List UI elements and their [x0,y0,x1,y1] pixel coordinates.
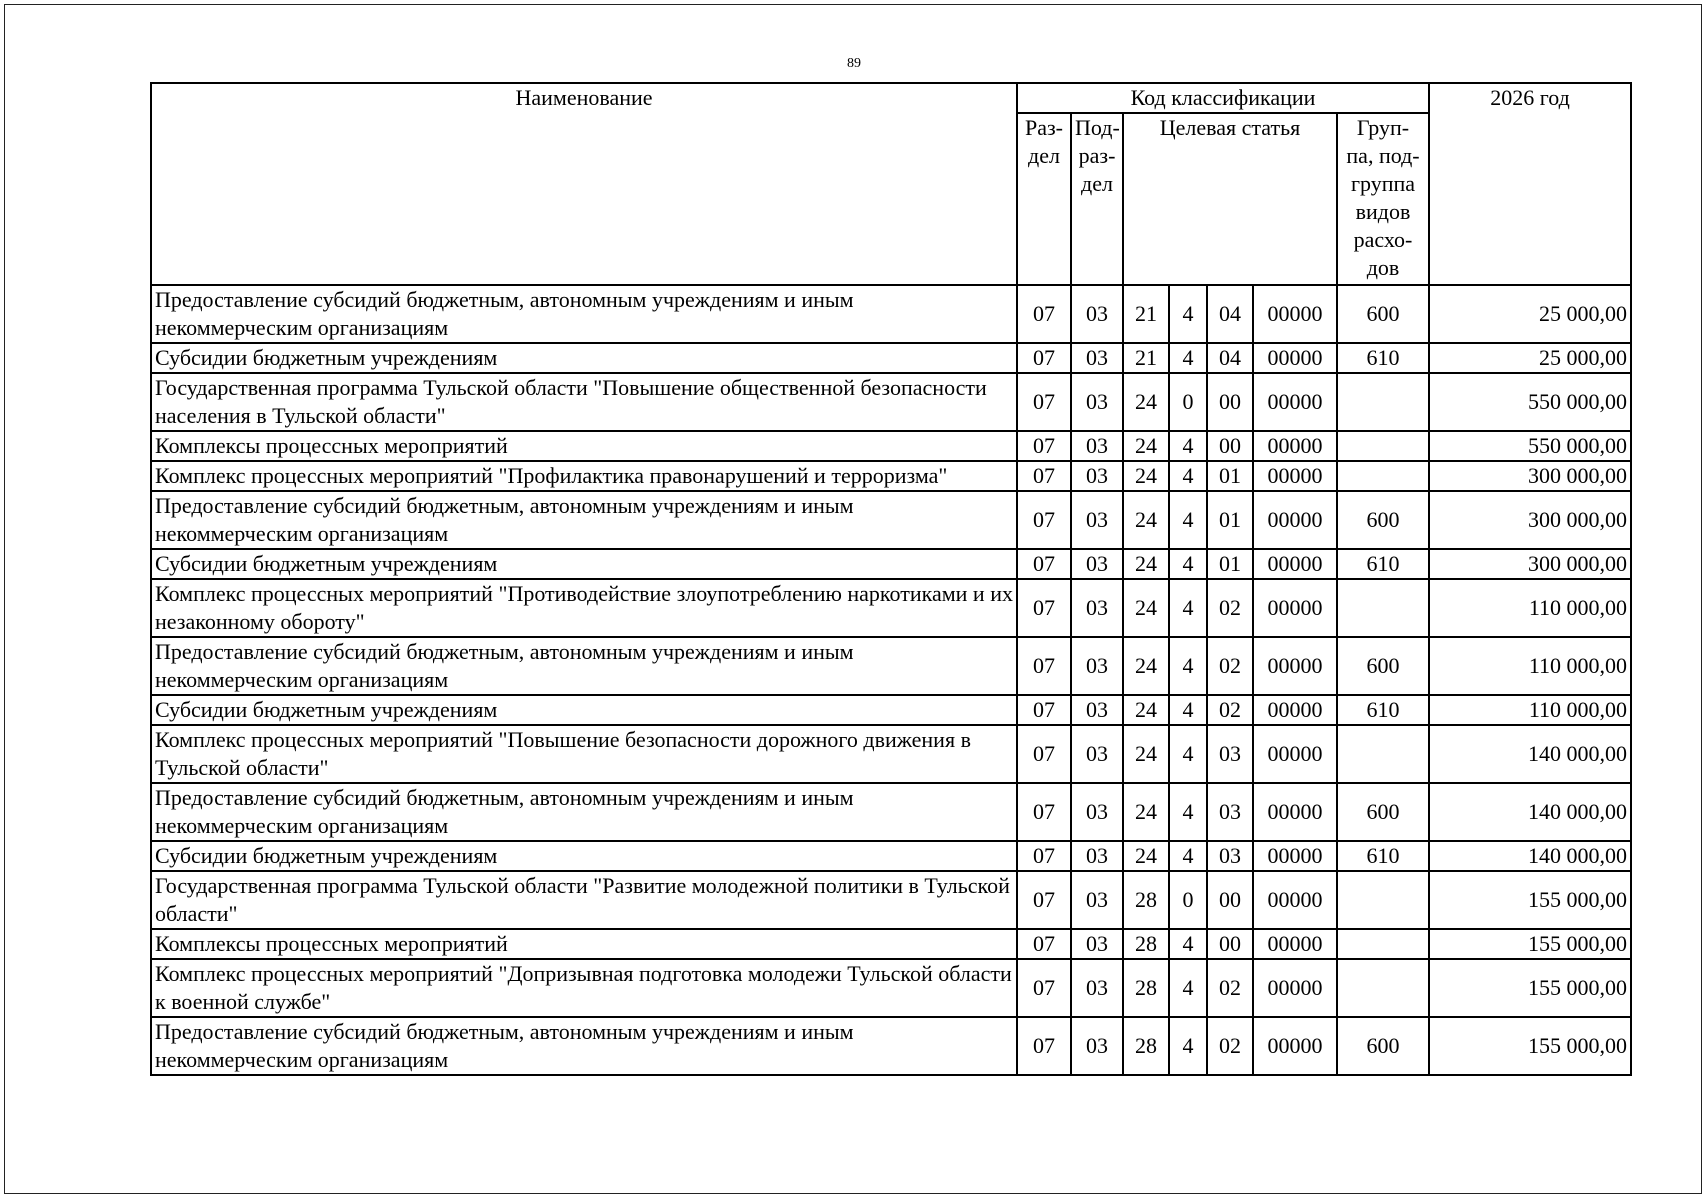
target-direction-cell: 00000 [1253,579,1337,637]
razdel-cell: 07 [1017,783,1071,841]
target-subprogram-cell: 01 [1207,491,1253,549]
target-program-cell: 24 [1123,491,1169,549]
target-subprogram-cell: 03 [1207,841,1253,871]
expense-group-cell [1337,929,1429,959]
row-name: Субсидии бюджетным учреждениям [151,841,1017,871]
podrazdel-cell: 03 [1071,491,1123,549]
row-name: Предоставление субсидий бюджетным, автономным учреждениям и иным некоммерческим организациям [151,637,1017,695]
razdel-cell: 07 [1017,841,1071,871]
podrazdel-cell: 03 [1071,373,1123,431]
target-subprogram-cell: 04 [1207,343,1253,373]
target-subprogram-cell: 03 [1207,725,1253,783]
row-name: Субсидии бюджетным учреждениям [151,695,1017,725]
table-row [151,285,1631,343]
razdel-cell: 07 [1017,695,1071,725]
podrazdel-cell: 03 [1071,549,1123,579]
amount-cell: 140 000,00 [1429,841,1631,871]
amount-cell: 550 000,00 [1429,373,1631,431]
target-direction-cell: 00000 [1253,929,1337,959]
razdel-cell: 07 [1017,929,1071,959]
amount-cell: 155 000,00 [1429,959,1631,1017]
target-direction-cell: 00000 [1253,373,1337,431]
podrazdel-cell: 03 [1071,841,1123,871]
budget-table [150,82,1632,1076]
target-program-cell: 24 [1123,461,1169,491]
target-direction-cell: 00000 [1253,285,1337,343]
expense-group-cell: 610 [1337,549,1429,579]
table-row [151,725,1631,783]
header-classification-code: Код классификации [1017,83,1429,113]
target-direction-cell: 00000 [1253,725,1337,783]
podrazdel-cell: 03 [1071,637,1123,695]
target-type-cell: 4 [1169,549,1207,579]
expense-group-cell: 610 [1337,343,1429,373]
header-name: Наименование [151,83,1017,285]
expense-group-cell: 600 [1337,285,1429,343]
target-program-cell: 24 [1123,373,1169,431]
target-subprogram-cell: 01 [1207,461,1253,491]
razdel-cell: 07 [1017,1017,1071,1075]
target-type-cell: 4 [1169,929,1207,959]
razdel-cell: 07 [1017,343,1071,373]
amount-cell: 550 000,00 [1429,431,1631,461]
target-type-cell: 4 [1169,431,1207,461]
expense-group-cell: 610 [1337,841,1429,871]
target-direction-cell: 00000 [1253,637,1337,695]
target-type-cell: 4 [1169,343,1207,373]
target-type-cell: 4 [1169,285,1207,343]
header-expense-group: Груп- па, под- группа видов расхо- дов [1337,113,1429,285]
expense-group-cell: 600 [1337,1017,1429,1075]
target-type-cell: 4 [1169,959,1207,1017]
target-direction-cell: 00000 [1253,871,1337,929]
expense-group-cell [1337,461,1429,491]
row-name: Комплекс процессных мероприятий "Повышение безопасности дорожного движения в Тульской области" [151,725,1017,783]
target-direction-cell: 00000 [1253,841,1337,871]
target-type-cell: 4 [1169,637,1207,695]
expense-group-cell: 600 [1337,783,1429,841]
amount-cell: 25 000,00 [1429,343,1631,373]
target-subprogram-cell: 02 [1207,1017,1253,1075]
razdel-cell: 07 [1017,461,1071,491]
table-header [151,83,1631,285]
target-subprogram-cell: 01 [1207,549,1253,579]
row-name: Комплексы процессных мероприятий [151,431,1017,461]
target-program-cell: 24 [1123,783,1169,841]
target-subprogram-cell: 03 [1207,783,1253,841]
target-subprogram-cell: 00 [1207,871,1253,929]
target-type-cell: 4 [1169,783,1207,841]
podrazdel-cell: 03 [1071,695,1123,725]
target-program-cell: 24 [1123,841,1169,871]
target-type-cell: 4 [1169,841,1207,871]
podrazdel-cell: 03 [1071,1017,1123,1075]
podrazdel-cell: 03 [1071,431,1123,461]
table-row [151,695,1631,725]
row-name: Предоставление субсидий бюджетным, автономным учреждениям и иным некоммерческим организациям [151,285,1017,343]
table-row [151,461,1631,491]
row-name: Комплексы процессных мероприятий [151,929,1017,959]
target-type-cell: 0 [1169,871,1207,929]
target-direction-cell: 00000 [1253,343,1337,373]
target-type-cell: 4 [1169,695,1207,725]
table-row [151,637,1631,695]
table-row [151,929,1631,959]
target-program-cell: 28 [1123,871,1169,929]
row-name: Предоставление субсидий бюджетным, автономным учреждениям и иным некоммерческим организациям [151,491,1017,549]
target-subprogram-cell: 02 [1207,959,1253,1017]
amount-cell: 110 000,00 [1429,695,1631,725]
target-program-cell: 21 [1123,285,1169,343]
page-number: 89 [847,56,861,71]
row-name: Государственная программа Тульской области "Развитие молодежной политики в Тульской области" [151,871,1017,929]
target-type-cell: 4 [1169,725,1207,783]
table-row [151,1017,1631,1075]
razdel-cell: 07 [1017,431,1071,461]
razdel-cell: 07 [1017,285,1071,343]
razdel-cell: 07 [1017,871,1071,929]
target-program-cell: 21 [1123,343,1169,373]
target-subprogram-cell: 02 [1207,637,1253,695]
podrazdel-cell: 03 [1071,285,1123,343]
target-direction-cell: 00000 [1253,549,1337,579]
row-name: Комплекс процессных мероприятий "Допризывная подготовка молодежи Тульской области к военной службе" [151,959,1017,1017]
row-name: Государственная программа Тульской области "Повышение общественной безопасности населения в Тульской области" [151,373,1017,431]
amount-cell: 300 000,00 [1429,491,1631,549]
row-name: Предоставление субсидий бюджетным, автономным учреждениям и иным некоммерческим организациям [151,1017,1017,1075]
podrazdel-cell: 03 [1071,929,1123,959]
row-name: Предоставление субсидий бюджетным, автономным учреждениям и иным некоммерческим организациям [151,783,1017,841]
expense-group-cell [1337,579,1429,637]
table-row [151,783,1631,841]
target-program-cell: 24 [1123,549,1169,579]
expense-group-cell [1337,725,1429,783]
target-direction-cell: 00000 [1253,431,1337,461]
amount-cell: 140 000,00 [1429,725,1631,783]
row-name: Субсидии бюджетным учреждениям [151,549,1017,579]
expense-group-cell [1337,871,1429,929]
target-program-cell: 28 [1123,1017,1169,1075]
expense-group-cell [1337,373,1429,431]
target-direction-cell: 00000 [1253,695,1337,725]
table-row [151,549,1631,579]
table-row [151,841,1631,871]
podrazdel-cell: 03 [1071,959,1123,1017]
target-program-cell: 24 [1123,637,1169,695]
podrazdel-cell: 03 [1071,725,1123,783]
table-row [151,373,1631,431]
razdel-cell: 07 [1017,491,1071,549]
target-program-cell: 28 [1123,929,1169,959]
target-subprogram-cell: 02 [1207,695,1253,725]
table-row [151,431,1631,461]
target-type-cell: 4 [1169,491,1207,549]
target-subprogram-cell: 00 [1207,929,1253,959]
target-direction-cell: 00000 [1253,461,1337,491]
target-program-cell: 24 [1123,579,1169,637]
podrazdel-cell: 03 [1071,871,1123,929]
target-type-cell: 4 [1169,461,1207,491]
table-row [151,491,1631,549]
target-type-cell: 0 [1169,373,1207,431]
podrazdel-cell: 03 [1071,461,1123,491]
target-direction-cell: 00000 [1253,959,1337,1017]
target-program-cell: 24 [1123,431,1169,461]
target-direction-cell: 00000 [1253,783,1337,841]
amount-cell: 25 000,00 [1429,285,1631,343]
header-year: 2026 год [1429,83,1631,285]
expense-group-cell: 600 [1337,491,1429,549]
header-podrazdel: Под- раз- дел [1071,113,1123,285]
razdel-cell: 07 [1017,959,1071,1017]
target-subprogram-cell: 04 [1207,285,1253,343]
amount-cell: 155 000,00 [1429,929,1631,959]
target-program-cell: 28 [1123,959,1169,1017]
expense-group-cell [1337,959,1429,1017]
row-name: Комплекс процессных мероприятий "Противодействие злоупотреблению наркотиками и их незаконному обороту" [151,579,1017,637]
expense-group-cell: 610 [1337,695,1429,725]
table-row [151,959,1631,1017]
expense-group-cell: 600 [1337,637,1429,695]
row-name: Субсидии бюджетным учреждениям [151,343,1017,373]
razdel-cell: 07 [1017,373,1071,431]
table-row [151,343,1631,373]
table-row [151,579,1631,637]
razdel-cell: 07 [1017,549,1071,579]
razdel-cell: 07 [1017,579,1071,637]
header-target-article: Целевая статья [1123,113,1337,285]
row-name: Комплекс процессных мероприятий "Профилактика правонарушений и терроризма" [151,461,1017,491]
podrazdel-cell: 03 [1071,343,1123,373]
razdel-cell: 07 [1017,637,1071,695]
amount-cell: 110 000,00 [1429,637,1631,695]
target-subprogram-cell: 00 [1207,373,1253,431]
target-direction-cell: 00000 [1253,1017,1337,1075]
podrazdel-cell: 03 [1071,579,1123,637]
header-razdel: Раз- дел [1017,113,1071,285]
amount-cell: 155 000,00 [1429,1017,1631,1075]
target-subprogram-cell: 02 [1207,579,1253,637]
target-type-cell: 4 [1169,1017,1207,1075]
amount-cell: 155 000,00 [1429,871,1631,929]
razdel-cell: 07 [1017,725,1071,783]
amount-cell: 140 000,00 [1429,783,1631,841]
target-type-cell: 4 [1169,579,1207,637]
table-body [151,285,1631,1075]
target-subprogram-cell: 00 [1207,431,1253,461]
amount-cell: 300 000,00 [1429,549,1631,579]
table-row [151,871,1631,929]
target-program-cell: 24 [1123,725,1169,783]
target-direction-cell: 00000 [1253,491,1337,549]
podrazdel-cell: 03 [1071,783,1123,841]
amount-cell: 300 000,00 [1429,461,1631,491]
target-program-cell: 24 [1123,695,1169,725]
expense-group-cell [1337,431,1429,461]
amount-cell: 110 000,00 [1429,579,1631,637]
